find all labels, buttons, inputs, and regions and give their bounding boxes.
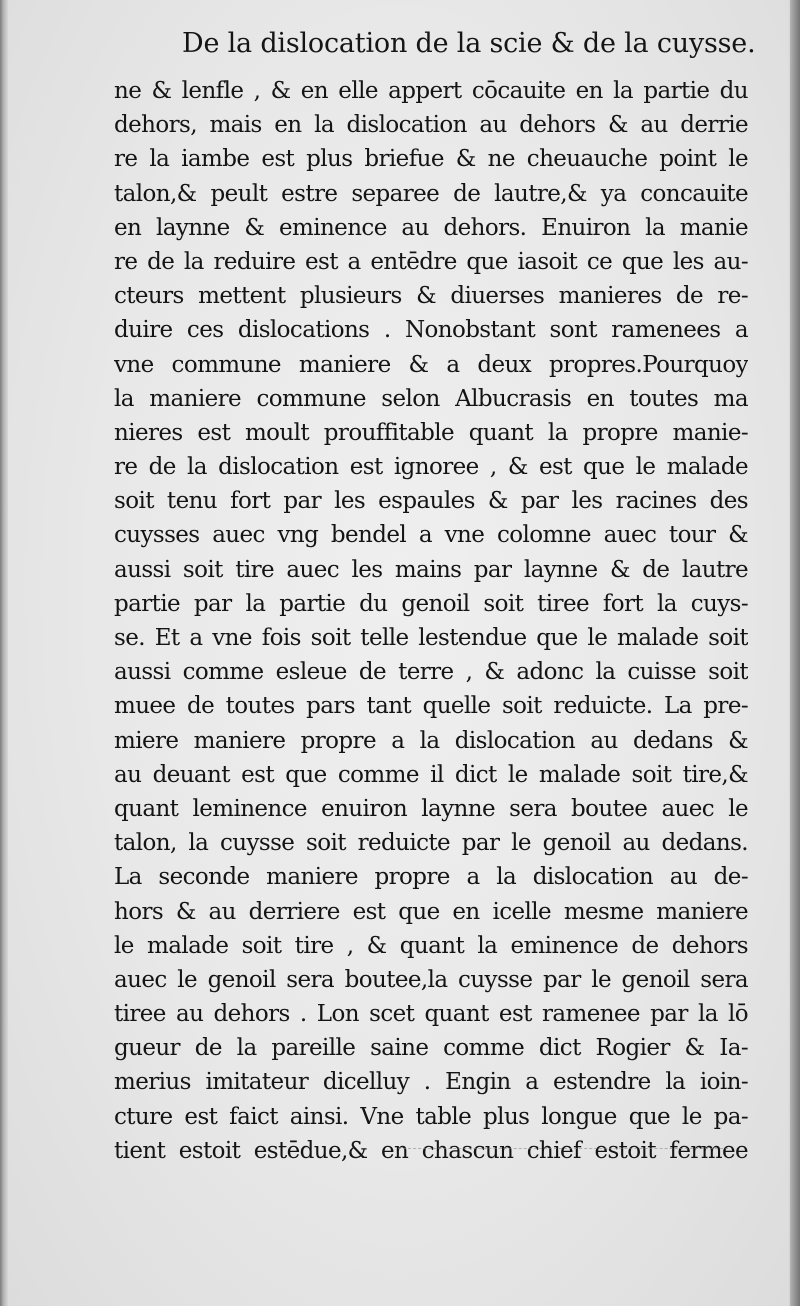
text-line: auec le genoil sera boutee,la cuysse par le genoil sera [114,966,748,993]
text-line: La seconde maniere propre a la dislocation au de- [114,864,748,891]
running-head: De la dislocation de la scie & de la cuysse. [182,28,756,59]
text-line: vne commune maniere & a deux propres.Pourquoy [114,351,748,378]
text-line: aussi soit tire auec les mains par laynne & de lautre [114,556,748,583]
text-line: le malade soit tire , & quant la eminence de dehors [114,932,748,959]
text-line: aussi comme esleue de terre , & adonc la cuisse soit [114,659,748,686]
text-line: ne & lenfle , & en elle appert cōcauite en la partie du [114,78,748,104]
body-text [114,74,748,1168]
text-line: gueur de la pareille saine comme dict Rogier & Ia- [114,1035,748,1062]
text-line: re de la dislocation est ignoree , & est que le malade [114,454,748,481]
show-through-rule [398,1148,728,1149]
text-line: miere maniere propre a la dislocation au dedans & [114,727,748,754]
text-line: se. Et a vne fois soit telle lestendue que le malade soit [114,625,748,651]
text-line: cture est faict ainsi. Vne table plus longue que le pa- [114,1103,748,1130]
text-line: hors & au derriere est que en icelle mesme maniere [114,898,748,925]
text-line: au deuant est que comme il dict le malade soit tire,& [114,761,748,788]
text-line: en laynne & eminence au dehors. Enuiron la manie [114,214,748,241]
text-line: duire ces dislocations . Nonobstant sont ramenees a [114,317,748,344]
text-line: muee de toutes pars tant quelle soit reduicte. La pre- [114,693,748,720]
text-line: talon,& peult estre separee de lautre,& ya concauite [114,180,748,207]
book-page [8,0,790,1306]
text-line: merius imitateur dicelluy . Engin a estendre la ioin- [114,1069,748,1096]
text-line: nieres est moult prouffitable quant la propre manie- [114,419,748,446]
text-line: dehors, mais en la dislocation au dehors & au derrie [114,112,748,139]
text-line: tient estoit estēdue,& en chascun chief estoit fermee [114,1137,748,1164]
text-line: partie par la partie du genoil soit tiree fort la cuys- [114,590,748,617]
text-line: re la iambe est plus briefue & ne cheuauche point le [114,146,748,173]
text-line: re de la reduire est a entēdre que iasoit ce que les au- [114,248,748,275]
text-line: cteurs mettent plusieurs & diuerses manieres de re- [114,283,748,310]
text-line: la maniere commune selon Albucrasis en toutes ma [114,385,748,412]
text-line: soit tenu fort par les espaules & par les racines des [114,488,748,515]
text-line: quant leminence enuiron laynne sera boutee auec le [114,795,748,822]
text-line: cuysses auec vng bendel a vne colomne auec tour & [114,522,748,549]
text-line: talon, la cuysse soit reduicte par le genoil au dedans. [114,830,748,857]
text-line: tiree au dehors . Lon scet quant est ramenee par la lō [114,1001,748,1028]
page-edge-shadow [788,0,800,1306]
